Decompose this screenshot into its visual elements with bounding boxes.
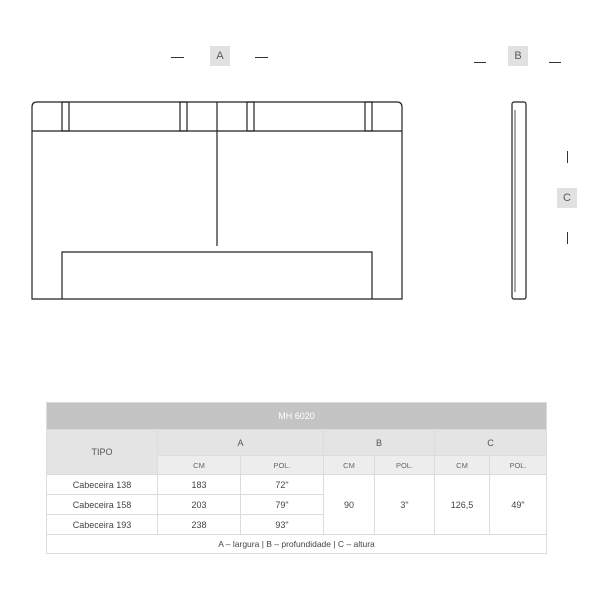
row-a-pol: 93": [241, 515, 324, 535]
spec-table: [46, 402, 547, 554]
table-row: [47, 475, 547, 495]
row-type: Cabeceira 193: [47, 515, 158, 535]
dimension-legend: A – largura | B – profundidade | C – altura: [47, 535, 547, 554]
group-header-b: B: [324, 430, 435, 456]
group-header-a: A: [158, 430, 324, 456]
row-type: Cabeceira 138: [47, 475, 158, 495]
row-a-cm: 203: [158, 495, 241, 515]
headboard-side-view: [512, 102, 526, 299]
dimension-b-tag: B: [508, 46, 528, 66]
unit-header-c-cm: CM: [435, 456, 490, 475]
unit-header-b-pol: POL.: [375, 456, 435, 475]
row-a-cm: 183: [158, 475, 241, 495]
unit-header-a-pol: POL.: [241, 456, 324, 475]
row-type: Cabeceira 158: [47, 495, 158, 515]
headboard-front-view: [32, 102, 402, 299]
c-pol-value: 49": [490, 475, 547, 535]
b-pol-value: 3": [375, 475, 435, 535]
unit-header-a-cm: CM: [158, 456, 241, 475]
row-a-pol: 79": [241, 495, 324, 515]
model-header: MH 6020: [47, 403, 547, 430]
c-cm-value: 126,5: [435, 475, 490, 535]
dimension-a-tag: A: [210, 46, 230, 66]
b-cm-value: 90: [324, 475, 375, 535]
unit-header-b-cm: CM: [324, 456, 375, 475]
type-column-header: TIPO: [47, 430, 158, 475]
dimension-c-tag: C: [557, 188, 577, 208]
row-a-pol: 72": [241, 475, 324, 495]
group-header-c: C: [435, 430, 547, 456]
row-a-cm: 238: [158, 515, 241, 535]
unit-header-c-pol: POL.: [490, 456, 547, 475]
